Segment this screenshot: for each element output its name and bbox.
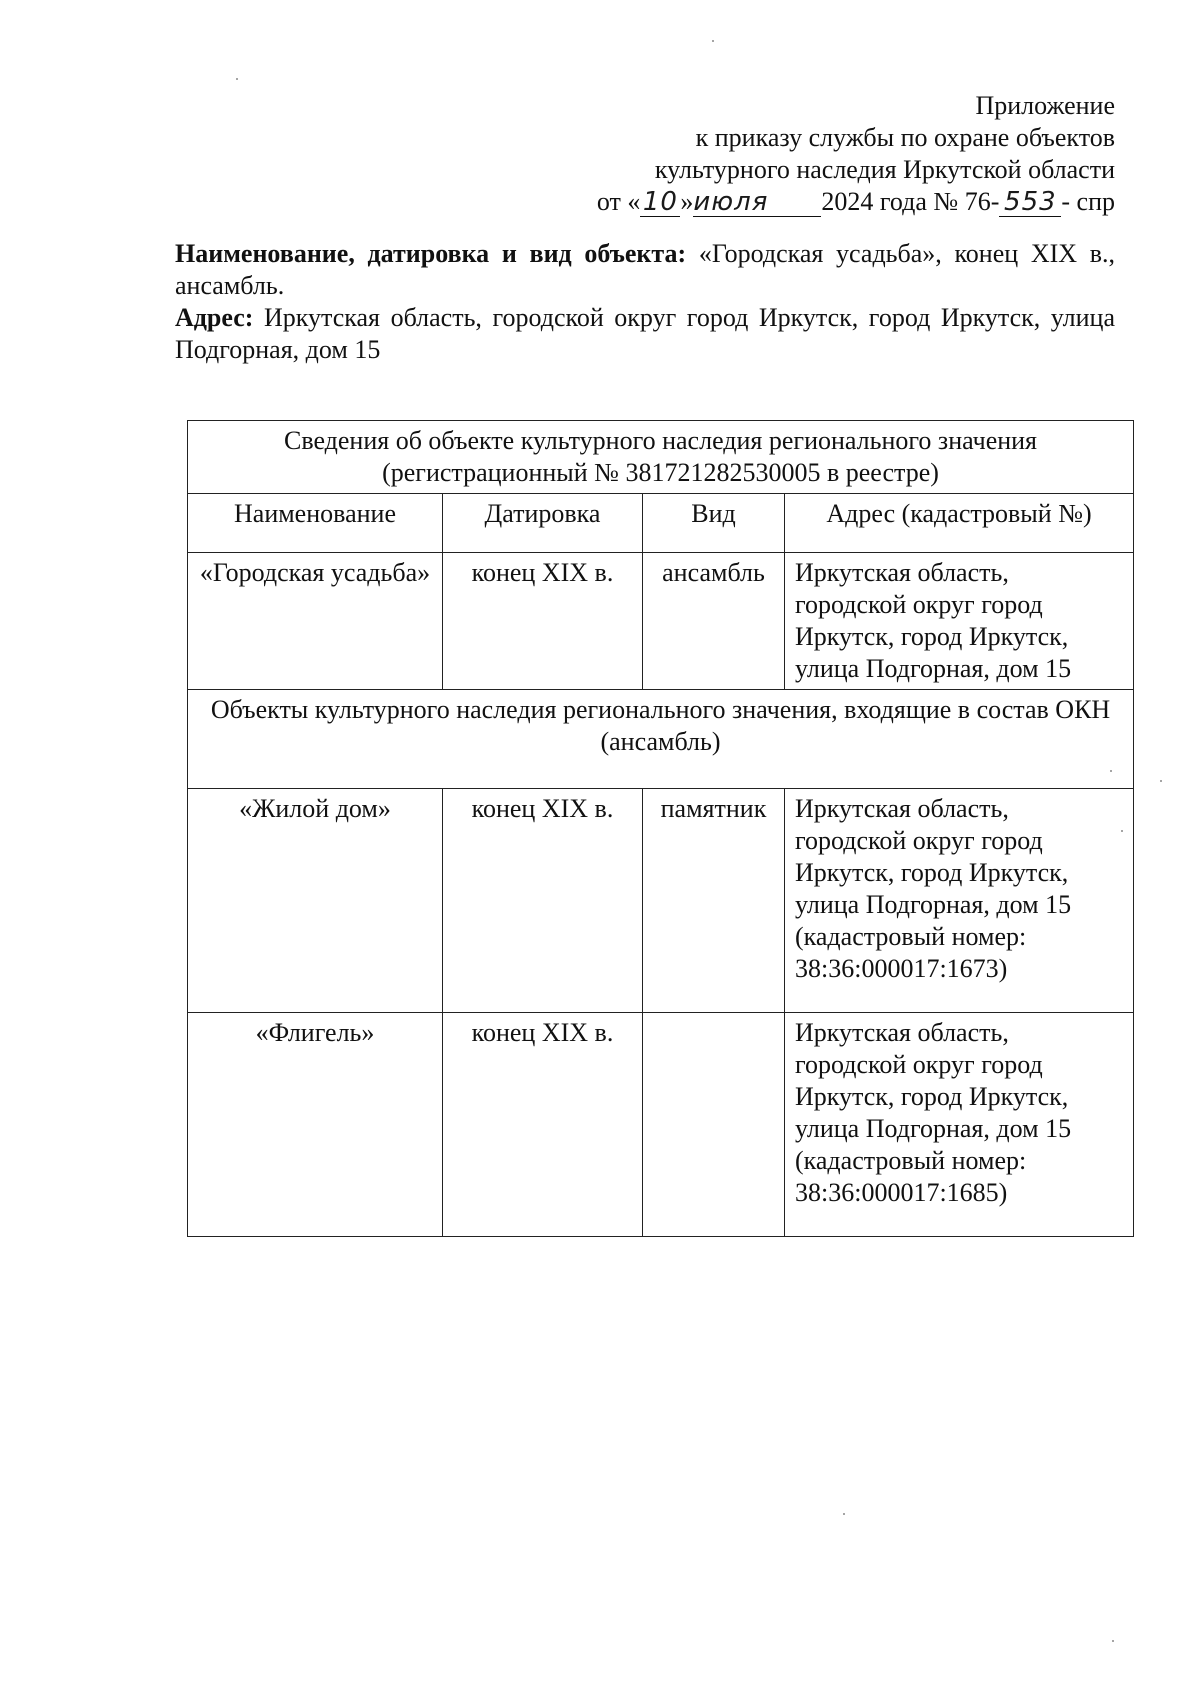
scan-speck (712, 40, 714, 42)
object-name-paragraph (175, 238, 1115, 302)
object-address-value: Иркутская область, городской округ город Иркутск, город Иркутск, улица Подгорная, дом 15 (175, 303, 1116, 364)
cell-address: Иркутская область, городской округ город Иркутск, город Иркутск, улица Подгорная, дом 15 (кадастровый номер: 38:36:000017:1673) (785, 789, 1134, 1013)
table-row-house (188, 789, 1134, 1013)
object-summary (175, 238, 1115, 366)
object-address-label: Адрес: (175, 303, 254, 332)
cell-name: «Флигель» (188, 1013, 443, 1237)
order-month-field (693, 188, 821, 217)
cell-date: конец XIX в. (443, 1013, 643, 1237)
order-day-close: » (680, 187, 694, 216)
order-prefix: от « (596, 187, 641, 216)
column-header-type: Вид (643, 494, 785, 553)
order-suffix: - спр (1061, 187, 1115, 216)
cell-type: ансамбль (643, 553, 785, 690)
table-header-row (188, 494, 1134, 553)
order-year-text: 2024 года № 76- (821, 187, 1000, 216)
scan-speck (236, 78, 238, 80)
cell-date: конец XIX в. (443, 789, 643, 1013)
heritage-object-table (187, 420, 1134, 1237)
cell-type: памятник (643, 789, 785, 1013)
table-row-ensemble (188, 553, 1134, 690)
appendix-order-reference: к приказу службы по охране объектов (695, 123, 1115, 152)
appendix-header (597, 90, 1115, 218)
column-header-address: Адрес (кадастровый №) (785, 494, 1134, 553)
appendix-issuer: культурного наследия Иркутской области (654, 155, 1115, 184)
scan-speck (1160, 780, 1162, 782)
cell-type (643, 1013, 785, 1237)
cell-address: Иркутская область, городской округ город Иркутск, город Иркутск, улица Подгорная, дом 15 (785, 553, 1134, 690)
order-number-handwritten: 553 (1004, 187, 1057, 217)
order-number-field (999, 188, 1061, 217)
order-day-field (640, 188, 680, 217)
order-date-line (597, 186, 1115, 218)
cell-name: «Жилой дом» (188, 789, 443, 1013)
order-month-handwritten: июля (693, 187, 769, 217)
cell-address: Иркутская область, городской округ город Иркутск, город Иркутск, улица Подгорная, дом 15 (кадастровый номер: 38:36:000017:1685) (785, 1013, 1134, 1237)
object-name-label: Наименование, датировка и вид объекта: (175, 239, 687, 268)
scan-speck (1110, 770, 1112, 772)
table-title-row (188, 421, 1134, 494)
object-address-paragraph (175, 302, 1115, 366)
cell-name: «Городская усадьба» (188, 553, 443, 690)
table-subheader-row (188, 690, 1134, 789)
appendix-title: Приложение (975, 91, 1115, 120)
order-day-handwritten: 10 (642, 187, 678, 217)
table-row-wing (188, 1013, 1134, 1237)
column-header-name: Наименование (188, 494, 443, 553)
scan-speck (1121, 830, 1123, 832)
scan-speck (1112, 1640, 1114, 1642)
object-name-value: «Городская усадьба», конец XIX в., ансамбль. (175, 239, 1116, 300)
cell-date: конец XIX в. (443, 553, 643, 690)
table-title: Сведения об объекте культурного наследия регионального значения (регистрационный № 381721282530005 в реестре) (188, 421, 1134, 494)
column-header-date: Датировка (443, 494, 643, 553)
scan-speck (843, 1513, 845, 1515)
table-subheader: Объекты культурного наследия регионального значения, входящие в состав ОКН (ансамбль) (188, 690, 1134, 789)
